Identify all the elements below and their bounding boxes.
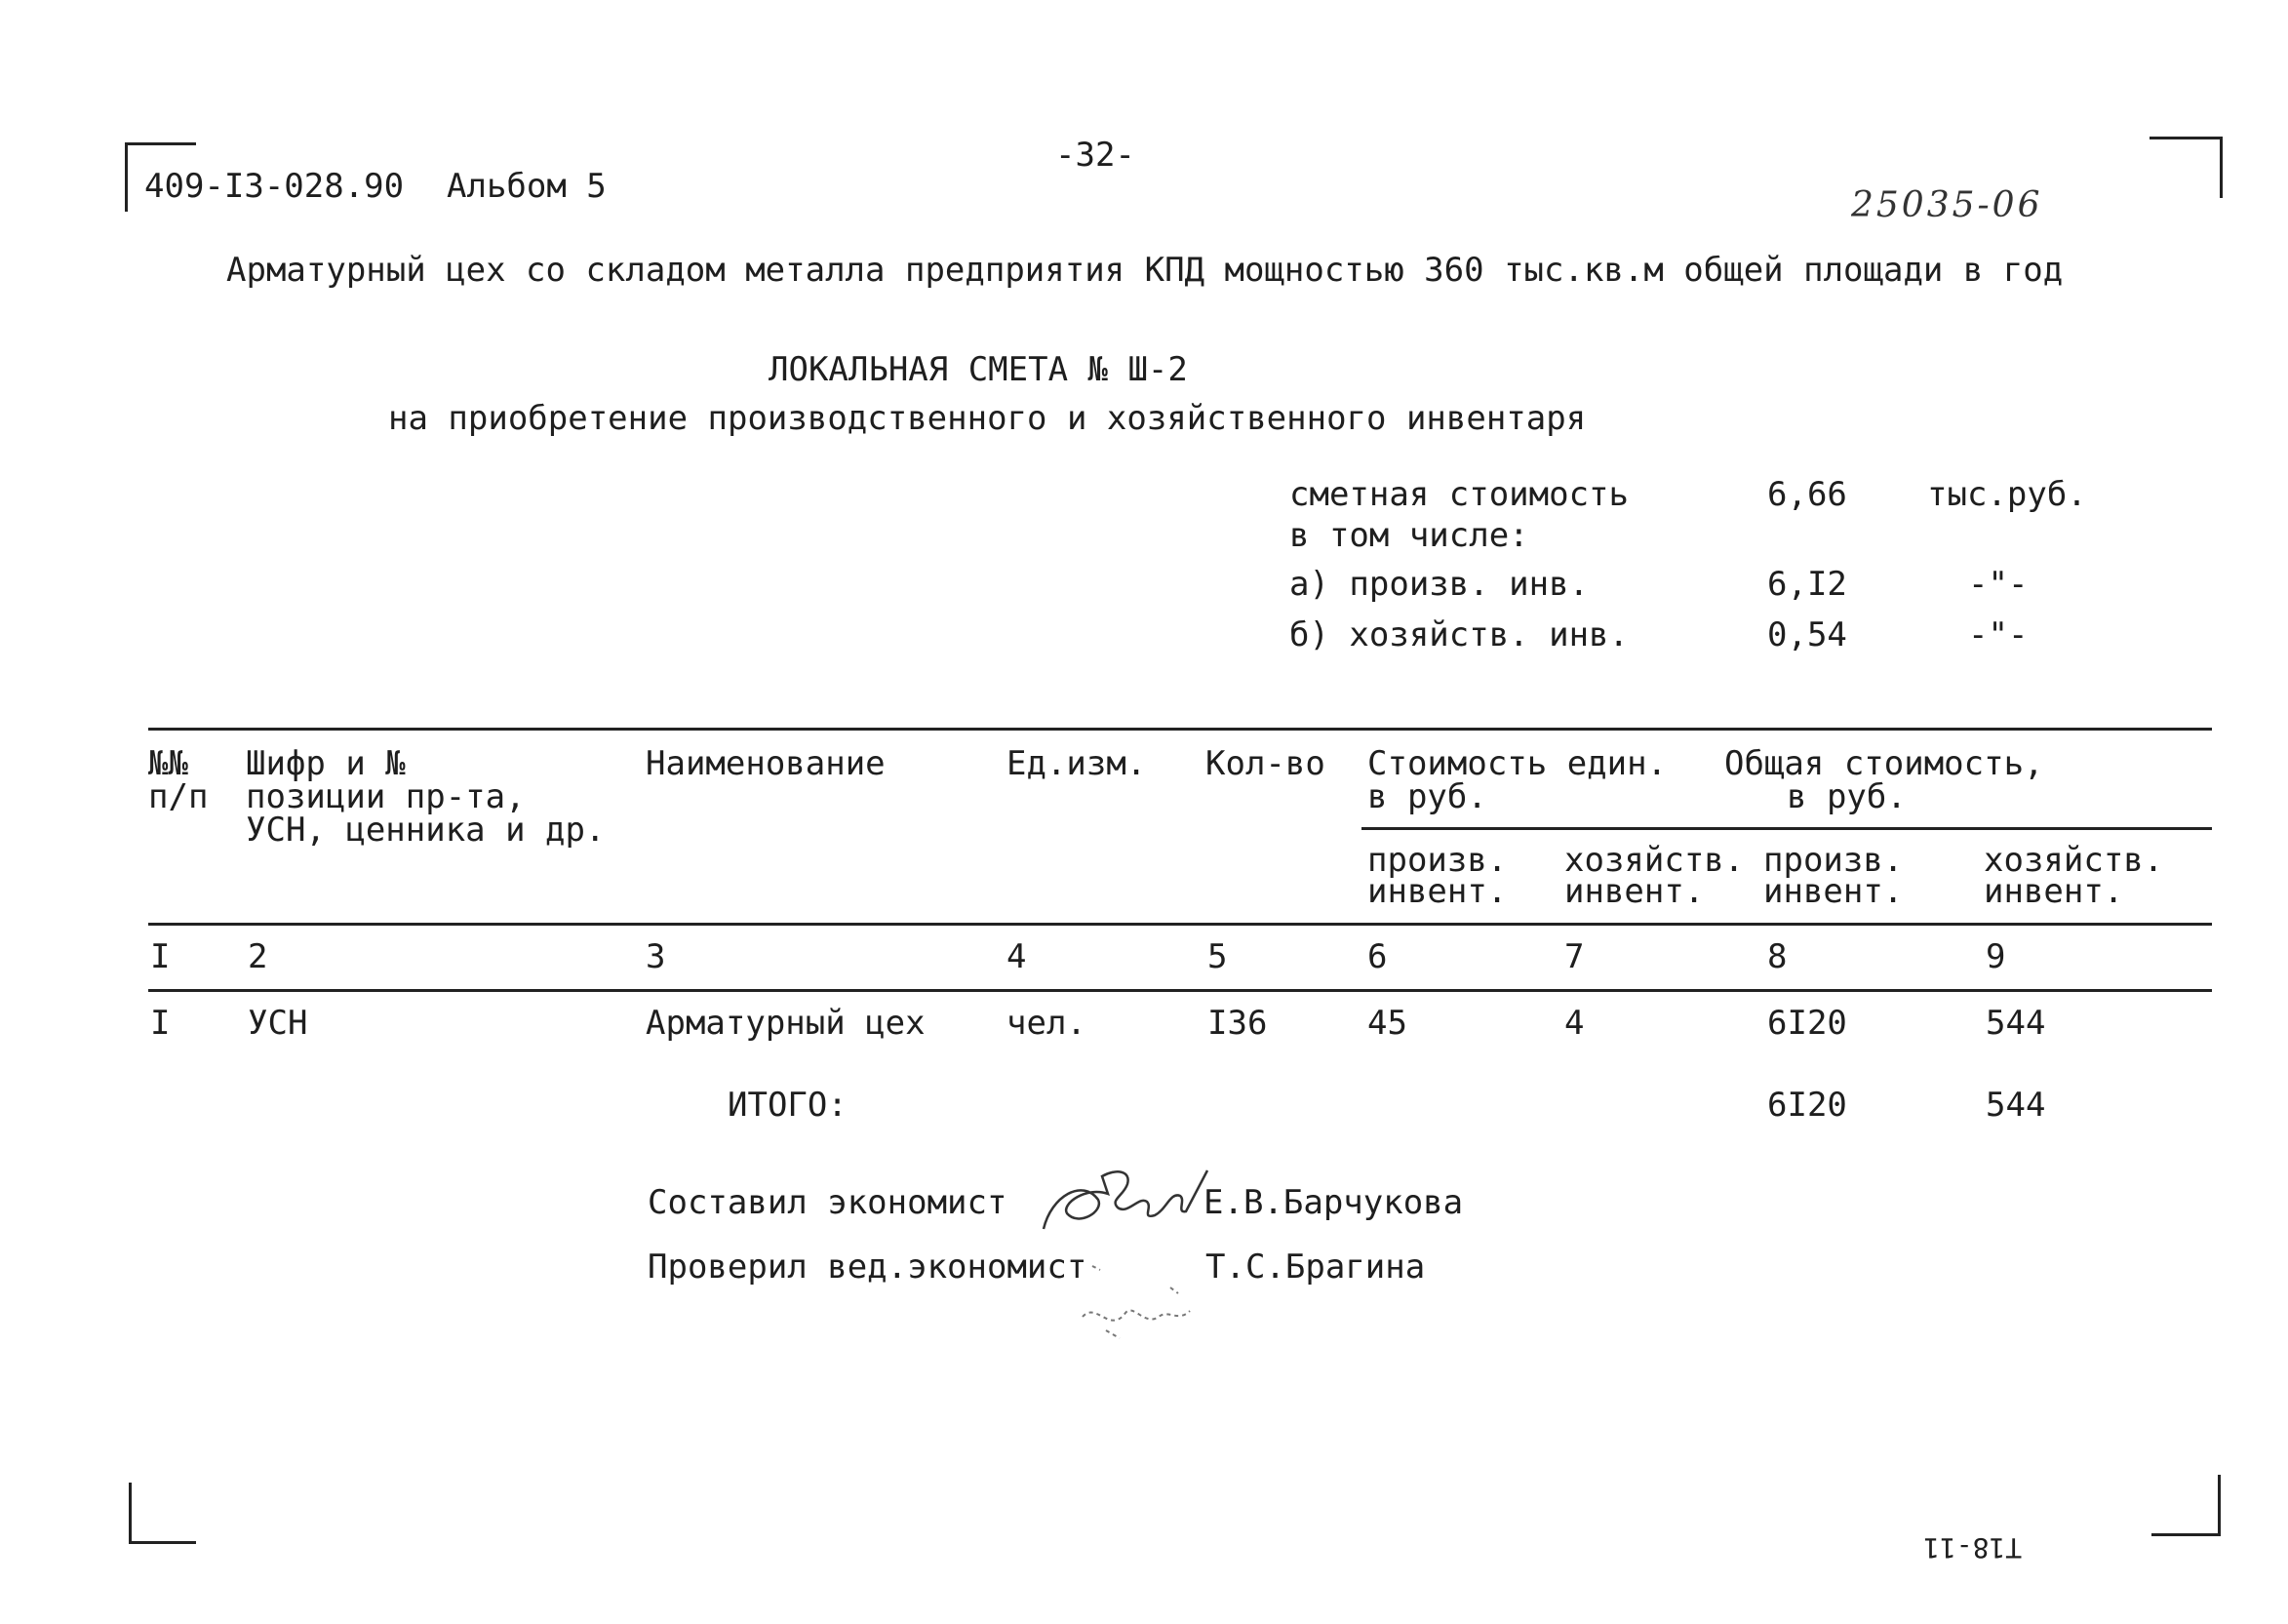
checked-by-label: Проверил вед.экономист [648,1248,1087,1287]
corner-mark-bottom-right [2151,1475,2221,1536]
table-subheader-rule [1361,827,2212,830]
cell-total-house: 544 [1986,1004,2046,1043]
document-code: 409-I3-028.90 [144,167,405,206]
col-number: 4 [1006,937,1027,976]
estimate-title: ЛОКАЛЬНАЯ СМЕТА № Ш-2 [769,350,1188,389]
cell-unit-house: 4 [1564,1004,1585,1043]
table-colnum-rule [148,989,2212,992]
cell-num: I [150,1004,171,1043]
summary-including-label: в том числе: [1289,516,1529,555]
faint-signature [1063,1248,1209,1346]
header-unit: Ед.изм. [1006,744,1147,783]
album-label: Альбом 5 [447,167,607,206]
cell-qty: I36 [1207,1004,1268,1043]
subheader-unit-prod: произв. инвент. [1367,841,1508,911]
table-top-rule [148,728,2212,731]
estimate-purpose: на приобретение производственного и хозяйственного инвентаря [388,399,1587,438]
summary-total-value: 6,66 [1767,475,1847,514]
cell-unit-prod: 45 [1367,1004,1407,1043]
cell-unit: чел. [1006,1004,1086,1043]
col-number: 8 [1767,937,1788,976]
total-prod: 6I20 [1767,1086,1847,1125]
header-unit-cost: Стоимость един. в руб. [1367,744,1668,816]
signature-scribble [1034,1157,1219,1245]
summary-total-label: сметная стоимость [1289,475,1629,514]
summary-house-label: б) хозяйств. инв. [1289,615,1629,654]
header-code: Шифр и № позиции пр-та, УСН, ценника и др. [246,744,606,850]
total-label: ИТОГО: [728,1086,848,1125]
col-number: 2 [248,937,268,976]
table-header-rule [148,923,2212,926]
summary-prod-value: 6,I2 [1767,565,1847,604]
cell-code: УСН [248,1004,308,1043]
summary-house-value: 0,54 [1767,615,1847,654]
summary-prod-label: а) произв. инв. [1289,565,1590,604]
compiled-by-label: Составил экономист [648,1183,1007,1222]
cell-name: Арматурный цех [646,1004,926,1043]
subheader-total-prod: произв. инвент. [1763,841,1904,911]
col-number: 6 [1367,937,1388,976]
cell-total-prod: 6I20 [1767,1004,1847,1043]
header-name: Наименование [646,744,886,783]
col-number: 3 [646,937,666,976]
col-number: 9 [1986,937,2006,976]
object-subtitle: Арматурный цех со складом металла предприятия КПД мощностью 360 тыс.кв.м общей площади в год [226,251,2064,290]
checked-by-name: Т.С.Брагина [1205,1248,1426,1287]
col-number: 7 [1564,937,1585,976]
subheader-total-house: хозяйств. инвент. [1984,841,2164,911]
header-num: №№ п/п [148,744,209,816]
col-number: I [150,937,171,976]
col-number: 5 [1207,937,1228,976]
header-qty: Кол-во [1205,744,1325,783]
summary-prod-unit: -"- [1968,565,2029,604]
total-house: 544 [1986,1086,2046,1125]
corner-mark-bottom-left [129,1483,196,1544]
page-number: -32- [1055,136,1135,175]
corner-mark-top-right [2150,137,2223,198]
subheader-unit-house: хозяйств. инвент. [1564,841,1745,911]
summary-house-unit: -"- [1968,615,2029,654]
stamp-code: 25035-06 [1851,185,2043,225]
summary-total-unit: тыс.руб. [1927,475,2087,514]
footer-code: T18-11 [1923,1531,2023,1565]
header-total-cost: Общая стоимость, в руб. [1724,744,2044,816]
compiled-by-name: Е.В.Барчукова [1203,1183,1464,1222]
